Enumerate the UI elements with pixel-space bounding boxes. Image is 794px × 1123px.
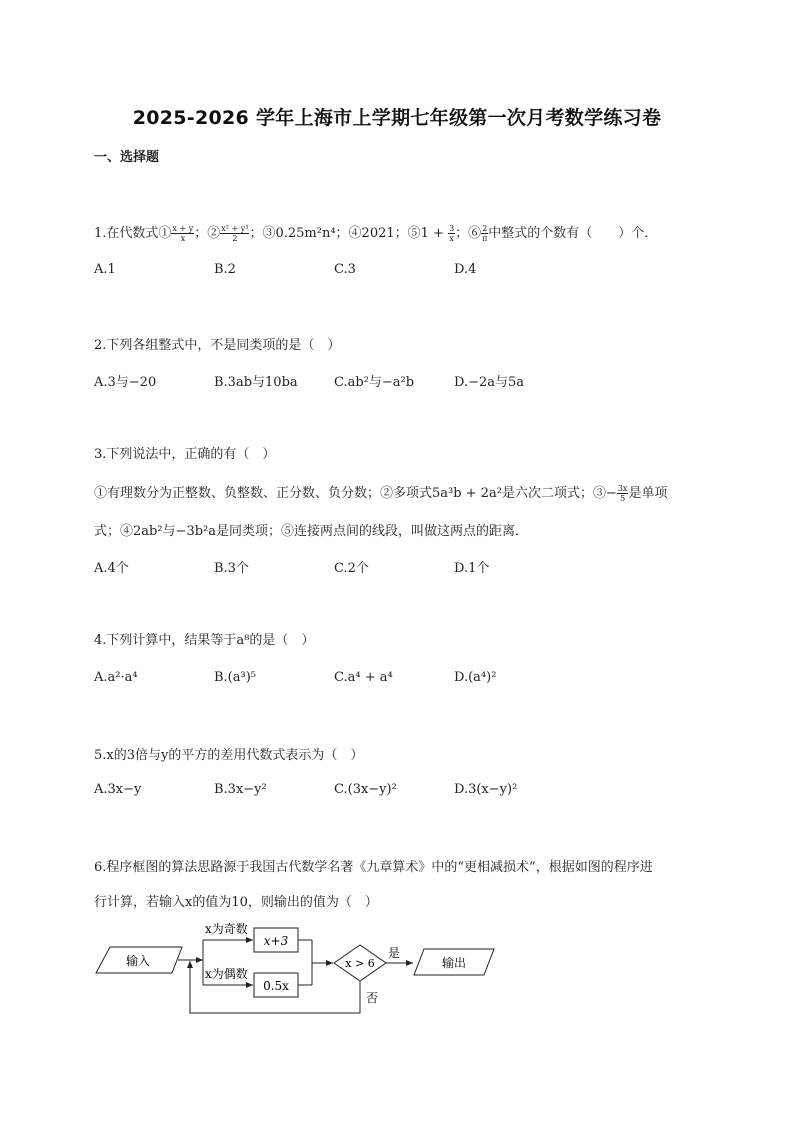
q1-fraction-5: $\frac{3}{x}$ (449, 224, 455, 243)
no-label: 否 (366, 991, 379, 1005)
q3-option-d[interactable]: D.1个 (454, 561, 490, 576)
q1-fraction-6: $\frac{2}{\pi}$ (482, 224, 488, 243)
q3-option-a[interactable]: A.4个 (94, 561, 129, 576)
q3-statement-line-2: 式；④2ab²与−3b²a是同类项；⑤连接两点间的线段，叫做这两点的距离． (94, 524, 529, 539)
q3-option-c[interactable]: C.2个 (334, 561, 369, 576)
q5-option-a[interactable]: A.3x−y (94, 782, 142, 797)
q3-option-b[interactable]: B.3个 (214, 561, 249, 576)
q1-sep-1: ；② (194, 226, 221, 241)
q5-option-b[interactable]: B.3x−y² (214, 782, 267, 797)
q4-option-b[interactable]: B.(a³)⁵ (214, 670, 257, 685)
q5-option-d[interactable]: D.3(x−y)² (454, 782, 518, 797)
question-1 (94, 222, 657, 243)
q1-suffix: 中整式的个数有（ ）个． (488, 226, 658, 241)
page-title: 2025-2026 学年上海市上学期七年级第一次月考数学练习卷 (132, 107, 662, 129)
section-heading: 一、选择题 (94, 150, 160, 165)
q1-option-d[interactable]: D.4 (454, 262, 477, 277)
even-process-label: 0.5x (263, 979, 289, 993)
odd-branch-label: x为奇数 (205, 922, 248, 936)
q4-option-c[interactable]: C.a⁴ + a⁴ (334, 670, 393, 685)
question-4: 4.下列计算中，结果等于a⁸的是（ ） (94, 633, 315, 648)
q4-option-a[interactable]: A.a²·a⁴ (94, 670, 138, 685)
output-label: 输出 (441, 956, 467, 970)
odd-process-label: x+3 (263, 934, 289, 948)
question-6-line-1: 6.程序框图的算法思路源于我国古代数学名著《九章算术》中的“更相减损术”，根据如图的程序进 (94, 860, 653, 875)
q1-sep-3: ；⑥ (455, 226, 482, 241)
even-branch-label: x为偶数 (205, 967, 248, 981)
question-6-line-2: 行计算，若输入x的值为10，则输出的值为（ ） (94, 895, 378, 910)
q4-option-d[interactable]: D.(a⁴)² (454, 670, 497, 685)
q2-option-d[interactable]: D.−2a与5a (454, 375, 525, 390)
input-label: 输入 (125, 954, 151, 968)
q1-option-b[interactable]: B.2 (214, 262, 236, 277)
q3-statement-line-1: ①有理数分为正整数、负整数、正分数、负分数；②多项式5a³b + 2a²是六次二项式；③− $\frac{3x}{5}$ 是单项 (94, 484, 668, 503)
question-5: 5.x的3倍与y的平方的差用代数式表示为（ ） (94, 748, 364, 763)
question-2: 2.下列各组整式中，不是同类项的是（ ） (94, 338, 341, 353)
q2-option-c[interactable]: C.ab²与−a²b (334, 375, 415, 390)
q1-prefix: 1.在代数式① (94, 226, 172, 241)
question-3: 3.下列说法中，正确的有（ ） (94, 447, 276, 462)
q1-fraction-2: $\frac{\text{x² + y³}}{2}$ (221, 224, 249, 243)
q1-fraction-1: $\frac{x + y}{x}$ (172, 224, 194, 243)
q5-option-c[interactable]: C.(3x−y)² (334, 782, 397, 797)
q2-option-a[interactable]: A.3与−20 (94, 375, 157, 390)
q3-fraction: $\frac{3x}{5}$ (617, 484, 628, 503)
q1-option-a[interactable]: A.1 (94, 262, 116, 277)
q1-sep-2: ；③0.25m²n⁴；④2021；⑤1 + (249, 226, 449, 241)
q1-option-c[interactable]: C.3 (334, 262, 356, 277)
q2-option-b[interactable]: B.3ab与10ba (214, 375, 298, 390)
program-flowchart (90, 915, 500, 1020)
yes-label: 是 (388, 946, 401, 960)
decision-label: x > 6 (345, 957, 375, 970)
